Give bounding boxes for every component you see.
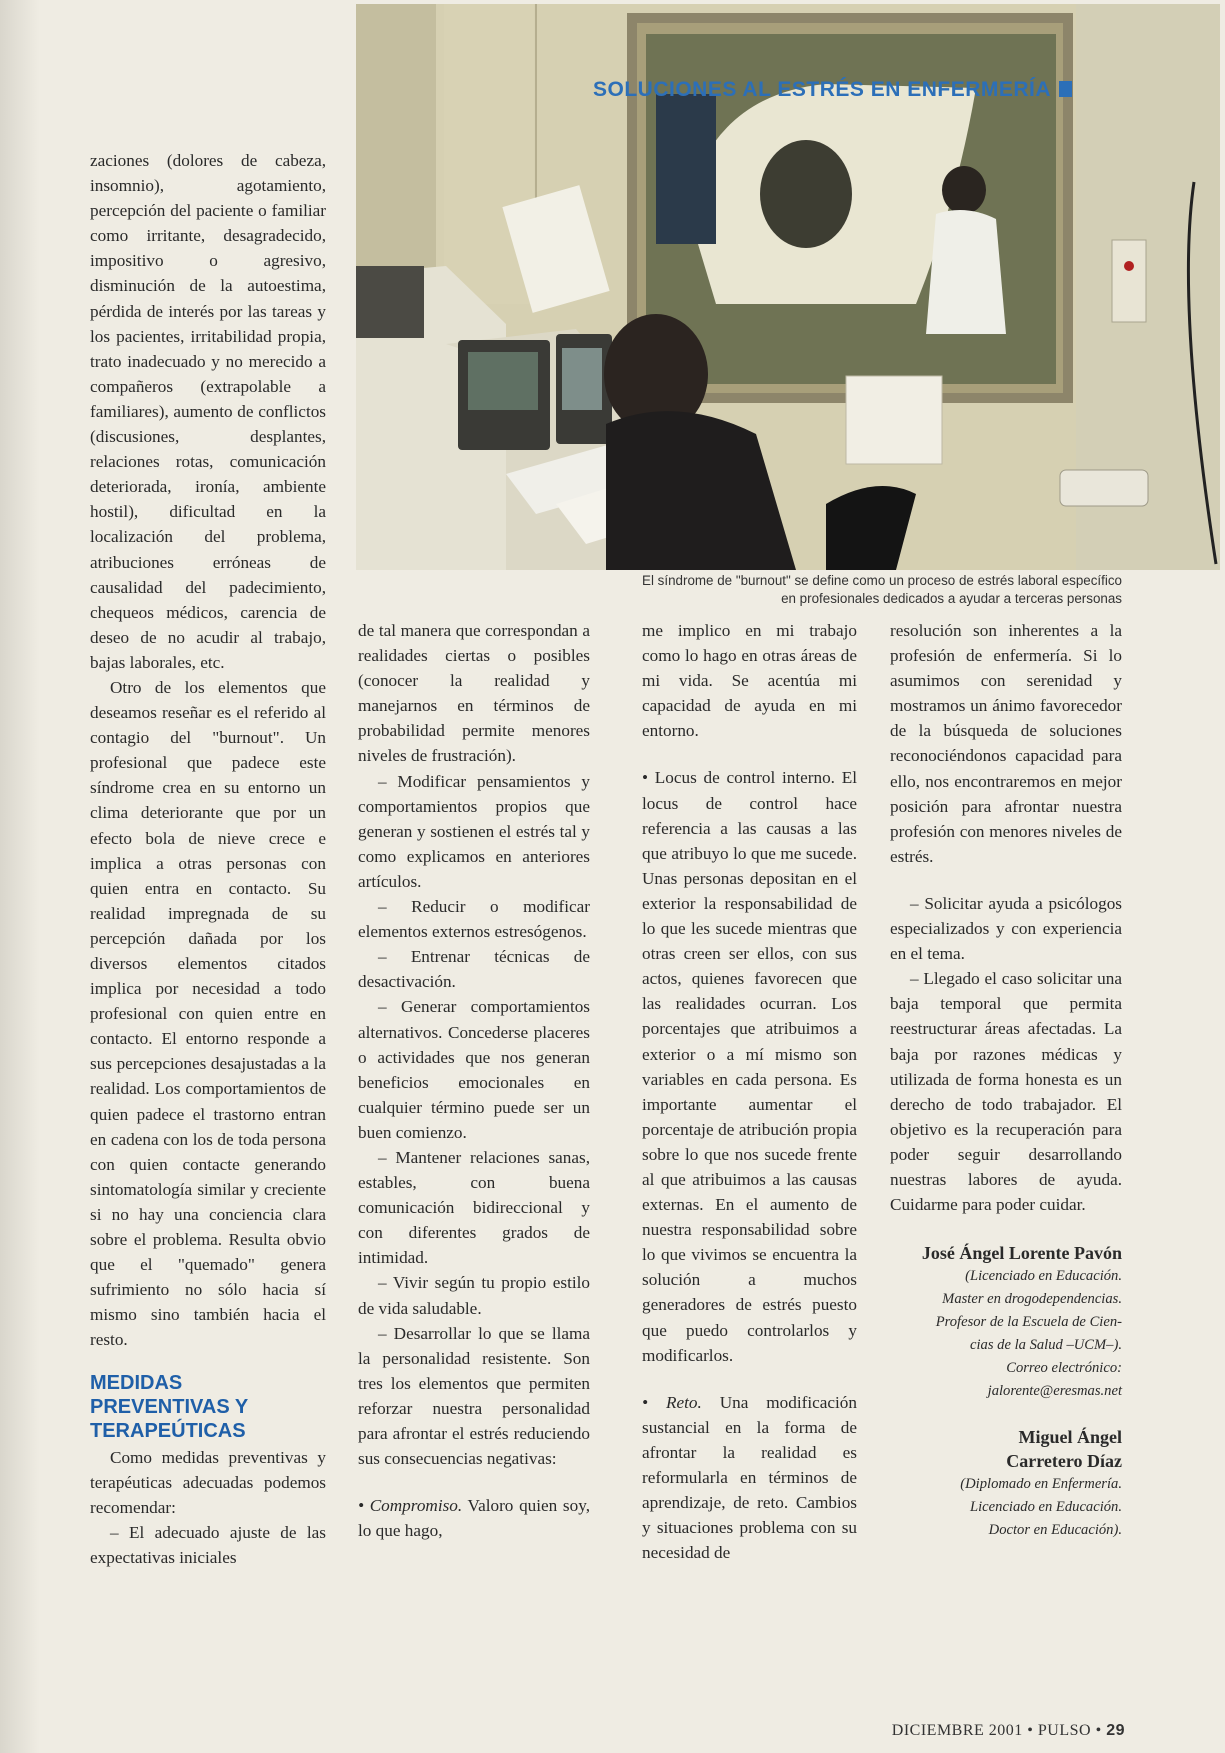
paragraph: – Modificar pensamientos y comportamientos propios que generan y sostienen el estrés tal y como explicamos en anteriores artículos. xyxy=(358,771,590,891)
author-block-1 xyxy=(890,1241,1122,1403)
bullet-term: • Compromiso. xyxy=(358,1496,463,1516)
paragraph: – Entrenar técnicas de desactivación. xyxy=(358,947,590,992)
caption-line-1: El síndrome de "burnout" se define como un proceso de estrés laboral específico xyxy=(642,573,1122,588)
paragraph: Otro de los elementos que deseamos reseñar es el referido al contagio del "burnout". Un profesional que padece este síndrome crea en su entorno un clima deteriorante que por un efecto bola de nieve crece e implica a otras personas con quien entra en contacto. Su realidad impregnada de su percepción dañada por los diversos elementos citados implica por necesidad a todo profesional con quien entre en contacto. El entorno responde a sus percepciones desajustadas a la realidad. Los comportamientos de quien padece el trastorno entran en cadena con los de toda persona con quien contacte generando sintomatología similar y creciente si no hay una conciencia clara sobre el problema. Resulta obvio que el "quemado" genera sufrimiento no sólo hacia sí mismo sino también hacia el resto. xyxy=(90,677,326,1350)
author-info-line: Licenciado en Educación. xyxy=(970,1499,1122,1516)
paragraph: resolución son inherentes a la profesión de enfermería. Si lo asumimos con serenidad y mostramos un ánimo favorecedor de la búsqueda de soluciones reconociéndonos capacidad para ello, nos encontraremos en mejor posición para afrontar nuestra profesión con menores niveles de estrés. xyxy=(890,621,1122,866)
bullet-text: Valoro quien soy, lo que hago, xyxy=(358,1496,590,1541)
author-info-line: Correo electrónico: xyxy=(1006,1360,1122,1377)
paragraph: – Reducir o modificar elementos externos estresógenos. xyxy=(358,897,590,942)
author-block-2 xyxy=(890,1425,1122,1542)
paragraph: Como medidas preventivas y terapéuticas adecuadas podemos recomendar: xyxy=(90,1447,326,1517)
page-edge-shadow xyxy=(0,0,40,1753)
spacer xyxy=(642,743,857,765)
footer-separator: • xyxy=(1027,1722,1038,1739)
paragraph: – Desarrollar lo que se llama la personalidad resistente. Son tres los elementos que permiten reforzar nuestra personalidad para afrontar el estrés reduciendo sus consecuencias negativas: xyxy=(358,1323,590,1469)
spacer xyxy=(890,869,1122,891)
page-footer xyxy=(892,1722,1125,1740)
paragraph: – Mantener relaciones sanas, estables, con buena comunicación bidireccional y con diferentes grados de intimidad. xyxy=(358,1147,590,1268)
footer-separator: • xyxy=(1095,1722,1107,1739)
author-info-line: (Diplomado en Enfermería. xyxy=(960,1476,1122,1493)
paragraph: de tal manera que correspondan a realidades ciertas o posibles (conocer la realidad y manejarnos en términos de probabilidad permite menores niveles de frustración). xyxy=(358,621,590,766)
author-name: José Ángel Lorente Pavón xyxy=(921,1243,1122,1264)
author-info-line: Doctor en Educación). xyxy=(988,1522,1122,1539)
paragraph: – El adecuado ajuste de las expectativas iniciales xyxy=(90,1522,326,1567)
paragraph: – Solicitar ayuda a psicólogos especializados y con experiencia en el tema. xyxy=(890,893,1122,964)
bullet-text: Una modificación sustancial en la forma de afrontar la realidad es reformularla en términos de aprendizaje, de reto. Cambios y situaciones problema con su necesidad de xyxy=(642,1392,857,1563)
paragraph: – Vivir según tu propio estilo de vida saludable. xyxy=(358,1273,590,1318)
section-header-text: SOLUCIONES AL ESTRÉS EN ENFERMERÍA xyxy=(593,78,1052,101)
photo-caption xyxy=(470,572,1122,608)
paragraph xyxy=(358,1493,590,1543)
footer-date: DICIEMBRE 2001 xyxy=(891,1722,1023,1739)
footer-magazine: PULSO xyxy=(1037,1722,1092,1739)
author-info-line: Profesor de la Escuela de Cien- xyxy=(935,1314,1122,1331)
text-column-4 xyxy=(890,618,1122,1542)
spacer xyxy=(642,1368,857,1390)
caption-line-2: en profesionales dedicados a ayudar a terceras personas xyxy=(781,591,1122,606)
paragraph: • Locus de control interno. El locus de control hace referencia a las causas a las que atribuyo lo que me sucede. Unas personas depositan en el exterior la responsabilidad de lo que les sucede mientras que otras creen ser ellos, con sus actos, quienes favorecen que las realidades ocurran. Los porcentajes que atribuimos a exterior o a mí mismo son variables en cada persona. Es importante aumentar el porcentaje de atribución propia sobre lo que nos sucede frente al que atribuimos a las causas externas. En el aumento de nuestra responsabilidad sobre lo que vivimos se encuentra la solución a muchos generadores de estrés puesto que puedo controlarlos y modificarlos. xyxy=(642,768,857,1365)
paragraph xyxy=(642,1390,857,1566)
text-column-3 xyxy=(642,618,857,1565)
bullet-term: • Reto. xyxy=(642,1392,702,1412)
author-name-line-2: Carretero Díaz xyxy=(1006,1451,1122,1472)
paragraph: me implico en mi trabajo como lo hago en otras áreas de mi vida. Se acentúa mi capacidad de ayuda en mi entorno. xyxy=(642,621,857,741)
text-column-2 xyxy=(358,618,590,1543)
spacer xyxy=(358,1471,590,1493)
page-number: 29 xyxy=(1106,1722,1125,1739)
paragraph: – Generar comportamientos alternativos. Concederse placeres o actividades que nos generan beneficios emocionales en cualquier término puede ser un buen comienzo. xyxy=(358,997,590,1142)
author-email[interactable]: jalorente@eresmas.net xyxy=(987,1383,1122,1400)
author-info-line: (Licenciado en Educación. xyxy=(965,1268,1122,1285)
paragraph: – Llegado el caso solicitar una baja temporal que permita reestructurar áreas afectadas. La baja por razones médicas y utilizada de forma honesta es un derecho de todo trabajador. El objetivo es la recuperación para poder seguir desarrollando nuestras labores de ayuda. Cuidarme para poder cuidar. xyxy=(890,969,1122,1215)
section-heading: MEDIDAS PREVENTIVAS Y TERAPEÚTICAS xyxy=(90,1371,248,1442)
text-column-1 xyxy=(90,148,326,1570)
section-header xyxy=(593,78,1072,102)
author-name-line-1: Miguel Ángel xyxy=(1018,1427,1122,1448)
section-square-icon xyxy=(1059,81,1072,97)
paragraph: zaciones (dolores de cabeza, insomnio), agotamiento, percepción del paciente o familiar como irritante, desagradecido, impositivo o agresivo, disminución de la autoestima, pérdida de interés por las tareas y los pacientes, irritabilidad propia, trato inadecuado y no merecido a compañeros (extrapolable a familiares), aumento de conflictos (discusiones, desplantes, relaciones rotas, comunicación deteriorada, ironía, ambiente hostil), dificultad en la localización del problema, atribuciones erróneas de causalidad del padecimiento, chequeos médicos, carencia de deseo de no acudir al trabajo, bajas laborales, etc. xyxy=(90,151,326,672)
author-info-line: cias de la Salud –UCM–). xyxy=(969,1337,1122,1354)
author-info-line: Master en drogodependencias. xyxy=(942,1291,1122,1308)
